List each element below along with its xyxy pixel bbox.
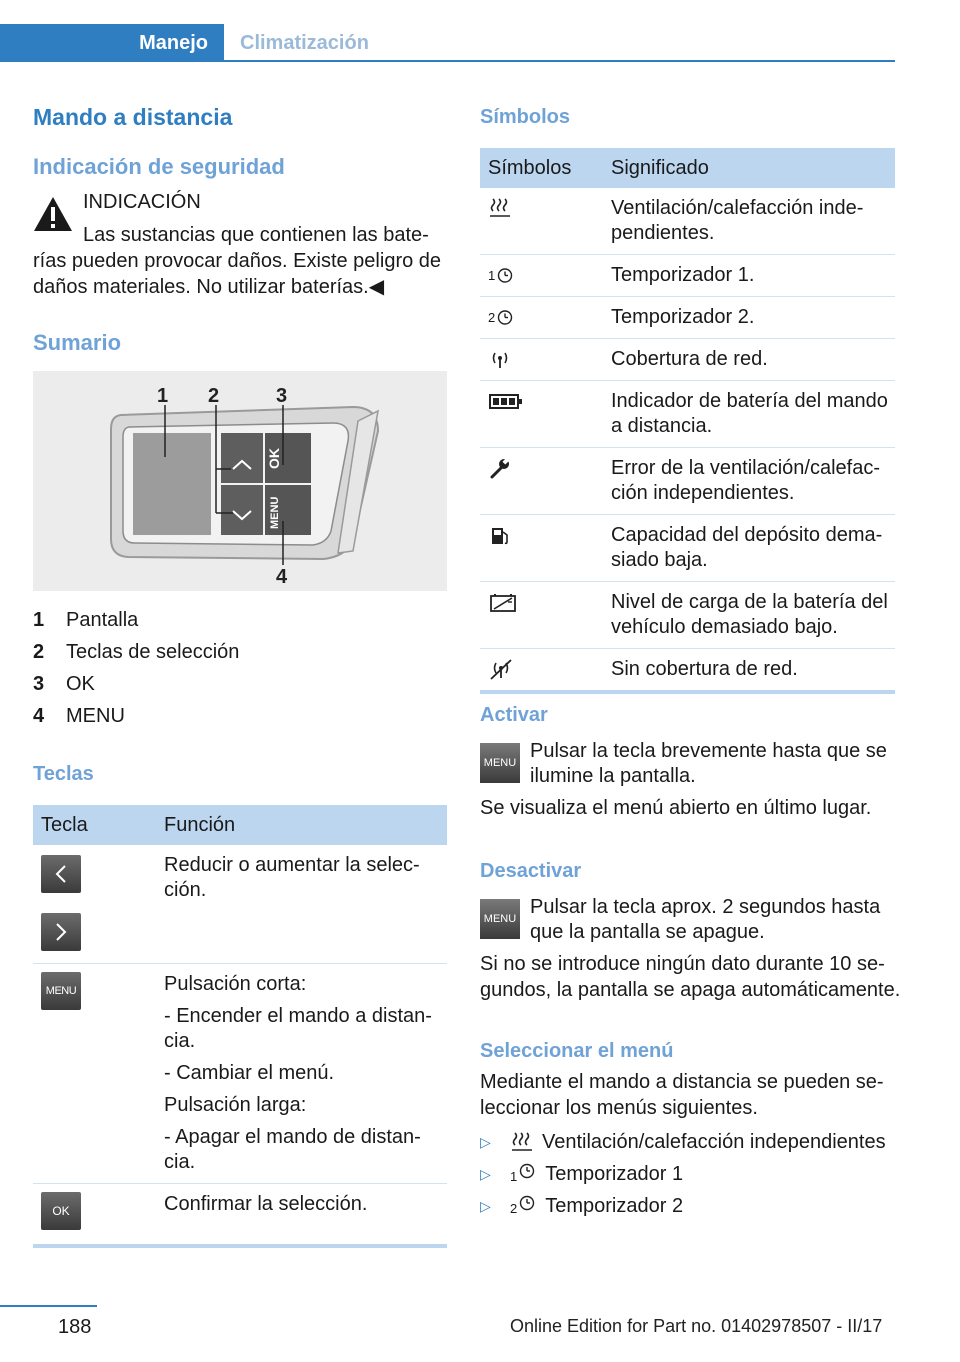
select-menu-heading: Seleccionar el menú: [480, 1040, 674, 1062]
warning-text-3: daños materiales. No utilizar baterías.◀: [33, 276, 385, 298]
symbols-col-meaning: Significado: [603, 148, 895, 188]
menu-desc-line: - Encender el mando a distan-: [164, 1005, 432, 1027]
activate-heading: Activar: [480, 704, 548, 726]
ventilation-icon: [488, 196, 512, 221]
list-item: [480, 1158, 900, 1190]
keys-row-ok-desc: Confirmar la selección.: [156, 1184, 447, 1247]
deactivate-text-1: Pulsar la tecla aprox. 2 segundos hasta: [530, 896, 881, 918]
timer-sub: 1: [488, 268, 496, 283]
deactivate-text-2: que la pantalla se apague.: [530, 921, 765, 943]
table-row: [33, 845, 447, 964]
menu-key-activate-icon: MENU: [480, 743, 520, 783]
legend-text: OK: [66, 672, 95, 695]
tab-climatizacion[interactable]: Climatización: [240, 31, 369, 54]
deactivate-heading: Desactivar: [480, 860, 582, 882]
chevron-right-key-icon: [41, 913, 81, 951]
warning-icon: [33, 196, 73, 232]
select-desc-line: Reducir o aumentar la selec-: [164, 854, 420, 876]
figure-legend: [33, 604, 443, 732]
table-row: [480, 297, 895, 339]
ok-key-icon: OK: [41, 1192, 81, 1230]
warning-label: INDICACIÓN: [83, 191, 201, 213]
figure-ok-key: OK: [266, 448, 282, 469]
symbol-desc: pendientes.: [611, 222, 715, 244]
list-item: [480, 1190, 900, 1222]
table-row: [480, 188, 895, 255]
tab-manejo[interactable]: Manejo: [0, 24, 224, 62]
menu-desc-line: cia.: [164, 1151, 196, 1173]
symbol-desc: Nivel de carga de la batería del: [611, 591, 888, 613]
no-signal-icon: [488, 657, 514, 682]
activate-text-2: ilumine la pantalla.: [530, 765, 696, 787]
fuel-icon: [488, 523, 512, 548]
deactivate-text-4: gundos, la pantalla se apaga automáticamente.: [480, 979, 901, 1001]
battery-icon: [488, 389, 524, 414]
car-battery-low-icon: [488, 590, 518, 615]
symbol-desc: a distancia.: [611, 415, 713, 437]
page-number: 188: [58, 1316, 92, 1338]
menu-desc-line: - Cambiar el menú.: [164, 1062, 335, 1084]
keys-col-key: Tecla: [33, 805, 156, 845]
figure-label-2: 2: [208, 385, 220, 407]
table-row: [33, 964, 447, 1184]
table-row: [480, 381, 895, 448]
legend-num: 3: [33, 672, 45, 695]
figure-menu-key: MENU: [269, 496, 281, 529]
list-item-text: Temporizador 2: [545, 1194, 684, 1217]
timer-sub: 2: [510, 1201, 518, 1216]
table-row: [480, 339, 895, 381]
keys-row-select-desc: [156, 845, 447, 964]
edition-info: Online Edition for Part no. 01402978507 - II/17: [510, 1316, 883, 1336]
select-text-1: Mediante el mando a distancia se pueden se-: [480, 1071, 884, 1093]
page-title: Mando a distancia: [33, 104, 233, 130]
menu-desc-line: Pulsación larga:: [164, 1094, 307, 1116]
symbol-desc: Indicador de batería del mando: [611, 390, 888, 412]
symbol-desc: vehículo demasiado bajo.: [611, 616, 838, 638]
legend-num: 2: [33, 640, 45, 663]
symbol-desc: ción independientes.: [611, 482, 795, 504]
legend-text: Pantalla: [66, 608, 139, 631]
activate-text-3: Se visualiza el menú abierto en último lugar.: [480, 797, 872, 819]
keys-table: [33, 805, 447, 1248]
table-row: [33, 1184, 447, 1247]
remote-control-figure: [33, 371, 447, 591]
symbol-desc: Cobertura de red.: [603, 339, 895, 381]
summary-heading: Sumario: [33, 330, 122, 355]
activate-text-1: Pulsar la tecla brevemente hasta que se: [530, 740, 887, 762]
symbol-desc: Ventilación/calefacción inde-: [611, 197, 864, 219]
chevron-left-key-icon: [41, 855, 81, 893]
legend-text: MENU: [66, 704, 125, 727]
menu-key-deactivate-icon: MENU: [480, 899, 520, 939]
symbols-table: [480, 148, 895, 694]
ventilation-icon: [510, 1131, 534, 1153]
symbol-desc: Error de la ventilación/calefac-: [611, 457, 881, 479]
select-text-2: leccionar los menús siguientes.: [480, 1097, 758, 1119]
list-item: [480, 1126, 900, 1158]
deactivate-text-3: Si no se introduce ningún dato durante 10 se-: [480, 953, 885, 975]
signal-icon: [488, 347, 512, 372]
wrench-icon: [488, 456, 512, 481]
keys-col-function: Función: [156, 805, 447, 845]
table-row: [480, 649, 895, 693]
timer-sub: 2: [488, 310, 496, 325]
menu-key-icon: MENU: [41, 972, 81, 1010]
keys-heading: Teclas: [33, 763, 94, 785]
symbol-desc: Sin cobertura de red.: [603, 649, 895, 693]
figure-label-4: 4: [276, 566, 288, 588]
legend-item: [33, 636, 443, 668]
table-row: [480, 515, 895, 582]
footer-rule: [0, 1305, 97, 1307]
legend-text: Teclas de selección: [66, 640, 240, 663]
warning-text-1: Las sustancias que contienen las bate-: [83, 224, 429, 246]
timer1-icon: [517, 1161, 537, 1181]
menu-desc-line: - Apagar el mando de distan-: [164, 1126, 421, 1148]
table-row: [480, 255, 895, 297]
figure-label-3: 3: [276, 385, 288, 407]
legend-num: 1: [33, 608, 45, 631]
legend-item: [33, 604, 443, 636]
warning-text-2: rías pueden provocar daños. Existe peligro de: [33, 250, 442, 272]
remote-control-illustration: [33, 371, 447, 591]
symbol-desc: Temporizador 2.: [603, 297, 895, 339]
timer-sub: 1: [510, 1169, 518, 1184]
figure-label-1: 1: [157, 385, 169, 407]
safety-heading: Indicación de seguridad: [33, 154, 285, 179]
bullet-marker: ▷: [480, 1197, 491, 1214]
symbol-desc: Capacidad del depósito dema-: [611, 524, 883, 546]
table-row: [480, 582, 895, 649]
bullet-marker: ▷: [480, 1165, 491, 1182]
symbol-desc: Temporizador 1.: [603, 255, 895, 297]
select-desc-line: ción.: [164, 879, 207, 901]
menu-list: [480, 1126, 900, 1222]
list-item-text: Temporizador 1: [545, 1162, 684, 1185]
legend-item: [33, 668, 443, 700]
list-item-text: Ventilación/calefacción independientes: [542, 1130, 886, 1153]
table-row: [480, 448, 895, 515]
legend-item: [33, 700, 443, 732]
timer2-icon: [517, 1193, 537, 1213]
symbols-col-symbol: Símbolos: [480, 148, 603, 188]
symbols-heading: Símbolos: [480, 106, 571, 128]
bullet-marker: ▷: [480, 1133, 491, 1150]
legend-num: 4: [33, 704, 45, 727]
symbol-desc: siado baja.: [611, 549, 708, 571]
timer1-icon: [495, 263, 515, 288]
keys-row-select-text: [164, 853, 447, 903]
menu-desc-line: cia.: [164, 1030, 196, 1052]
header-rule: [0, 60, 895, 62]
menu-desc-line: Pulsación corta:: [164, 973, 307, 995]
timer2-icon: [495, 305, 515, 330]
keys-row-menu-desc: [156, 964, 447, 1184]
